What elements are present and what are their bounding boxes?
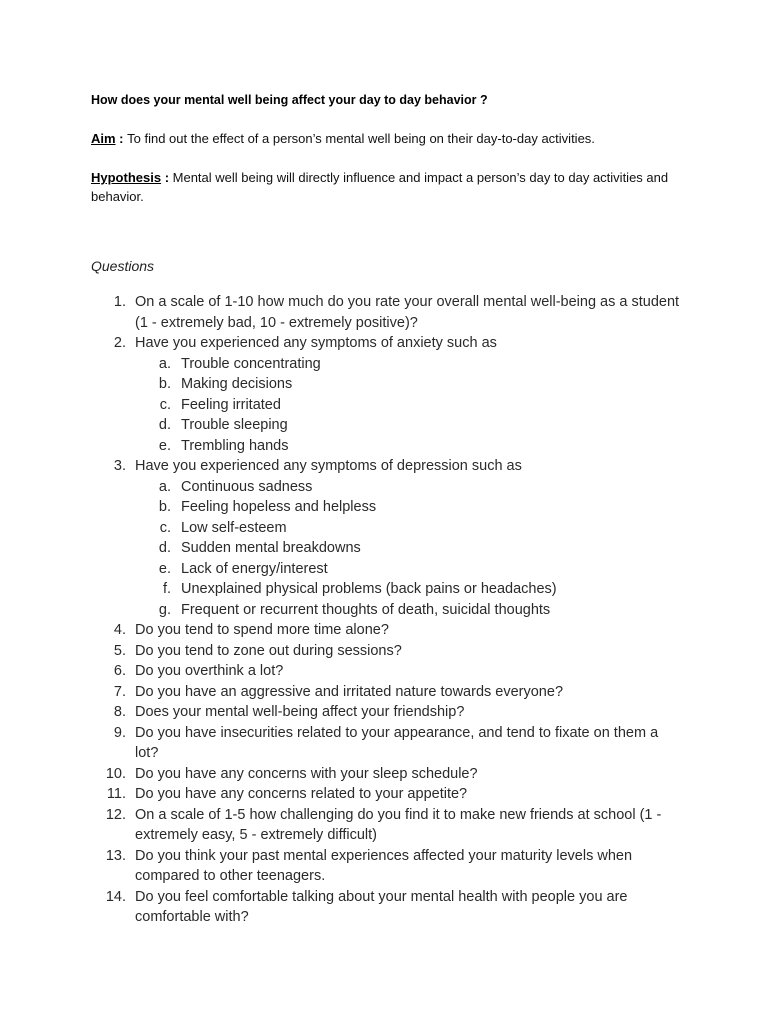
sub-question-item — [0, 579, 768, 600]
sub-question-item — [0, 477, 768, 498]
question-item — [0, 784, 768, 805]
aim-label: Aim — [91, 131, 116, 146]
question-item — [0, 641, 768, 662]
question-text: Does your mental well-being affect your friendship? — [135, 704, 465, 720]
question-number: 11. — [106, 786, 126, 802]
question-text: Do you overthink a lot? — [135, 663, 284, 679]
question-number: 13. — [105, 847, 126, 864]
question-number: 7. — [113, 683, 126, 700]
question-text: Do you feel comfortable talking about your mental health with people you are comfortable with? — [135, 888, 628, 925]
question-text: Have you experienced any symptoms of anxiety such as — [135, 335, 497, 351]
question-number: 1. — [113, 294, 126, 310]
question-item — [0, 620, 768, 641]
aim-colon: : — [115, 131, 128, 146]
question-item — [0, 661, 768, 682]
question-text: Do you have an aggressive and irritated nature towards everyone? — [135, 683, 564, 700]
sub-question-letter: a. — [158, 478, 171, 495]
question-text: Have you experienced any symptoms of depression such as — [135, 458, 522, 474]
question-item — [0, 723, 768, 764]
sub-question-item — [0, 354, 768, 375]
hypothesis-label: Hypothesis — [91, 170, 162, 185]
sub-question-letter: c. — [159, 396, 171, 413]
sub-question-item — [0, 415, 768, 436]
sub-question-item — [0, 600, 768, 621]
question-item — [0, 764, 768, 785]
question-item — [0, 887, 768, 928]
question-text: On a scale of 1-10 how much do you rate your overall mental well-being as a student (1 - extremely bad, 10 - extremely positive)? — [135, 294, 680, 331]
sub-question-item — [0, 374, 768, 395]
sub-question-letter: g. — [158, 601, 171, 618]
sub-question-text: Low self-esteem — [181, 519, 287, 536]
question-item — [0, 702, 768, 723]
question-number: 5. — [113, 642, 126, 659]
sub-question-letter: d. — [158, 540, 171, 556]
question-number: 4. — [113, 622, 126, 638]
sub-question-text: Lack of energy/interest — [181, 560, 328, 577]
question-item — [0, 846, 768, 887]
sub-question-letter: b. — [158, 499, 171, 515]
question-number: 14. — [105, 888, 126, 905]
sub-question-item — [0, 497, 768, 518]
question-text: On a scale of 1-5 how challenging do you find it to make new friends at school (1 - extremely easy, 5 - extremely difficult) — [135, 806, 662, 843]
sub-question-text: Frequent or recurrent thoughts of death, suicidal thoughts — [181, 601, 551, 618]
hypothesis-colon: : — [161, 170, 173, 185]
sub-question-item — [0, 436, 768, 457]
question-number: 12. — [105, 806, 126, 823]
document-title: How does your mental well being affect your day to day behavior ? — [91, 93, 488, 107]
hypothesis-paragraph — [91, 168, 691, 206]
question-item — [0, 456, 768, 477]
sub-question-text: Continuous sadness — [181, 478, 313, 495]
question-item — [0, 805, 768, 846]
sub-question-letter: e. — [158, 560, 171, 577]
sub-question-text: Unexplained physical problems (back pains or headaches) — [181, 581, 557, 597]
sub-question-text: Trouble sleeping — [181, 417, 288, 433]
question-number: 8. — [113, 704, 126, 720]
sub-question-text: Feeling irritated — [181, 396, 281, 413]
question-number: 3. — [113, 458, 126, 474]
sub-question-item — [0, 518, 768, 539]
sub-question-text: Sudden mental breakdowns — [181, 540, 361, 556]
question-text: Do you have insecurities related to your appearance, and tend to fixate on them a lot? — [135, 724, 659, 761]
sub-question-letter: d. — [158, 417, 171, 433]
questions-list — [0, 292, 768, 928]
question-text: Do you tend to zone out during sessions? — [135, 642, 402, 659]
question-number: 2. — [113, 335, 126, 351]
aim-text: To find out the effect of a person’s mental well being on their day-to-day activities. — [127, 131, 595, 146]
sub-question-text: Making decisions — [181, 376, 293, 392]
question-number: 6. — [113, 663, 126, 679]
question-item — [0, 682, 768, 703]
question-item — [0, 333, 768, 354]
sub-question-letter: a. — [158, 355, 171, 372]
sub-question-text: Trembling hands — [181, 437, 289, 454]
question-text: Do you tend to spend more time alone? — [135, 622, 389, 638]
sub-question-item — [0, 395, 768, 416]
sub-question-item — [0, 538, 768, 559]
sub-question-letter: b. — [158, 376, 171, 392]
question-item — [0, 292, 768, 333]
questions-heading: Questions — [91, 258, 155, 274]
sub-question-item — [0, 559, 768, 580]
aim-paragraph — [91, 131, 595, 146]
question-text: Do you have any concerns with your sleep schedule? — [135, 765, 478, 782]
question-number: 9. — [113, 724, 126, 741]
question-text: Do you think your past mental experiences affected your maturity levels when compared to other teenagers. — [135, 847, 633, 884]
sub-question-text: Feeling hopeless and helpless — [181, 499, 377, 515]
question-text: Do you have any concerns related to your appetite? — [135, 786, 468, 802]
sub-question-letter: c. — [159, 519, 171, 536]
sub-question-text: Trouble concentrating — [181, 355, 321, 372]
sub-question-letter: f. — [162, 581, 171, 597]
question-number: 10. — [105, 765, 126, 782]
sub-question-letter: e. — [158, 437, 171, 454]
hypothesis-text: Mental well being will directly influence and impact a person’s day to day activities and behavior. — [91, 170, 669, 204]
